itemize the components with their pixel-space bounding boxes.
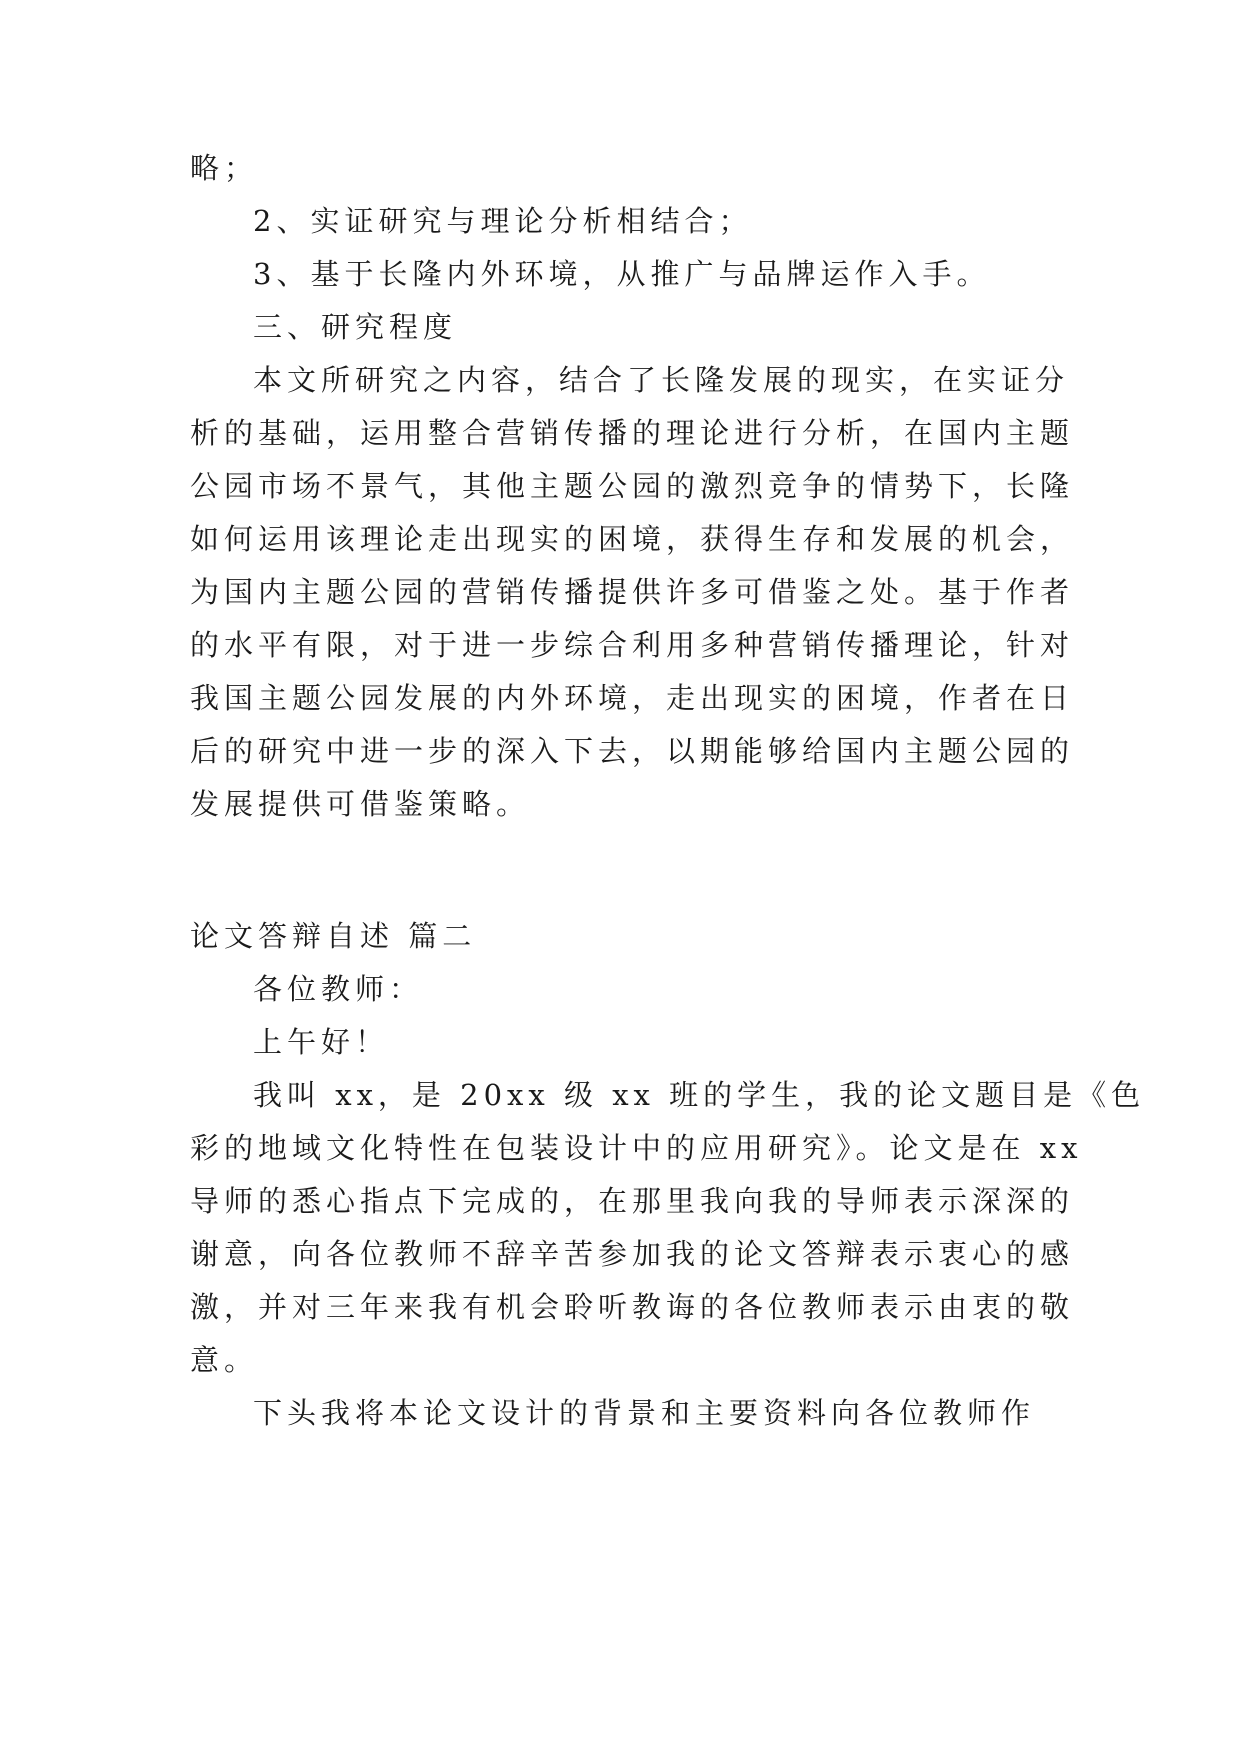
section-title: 论文答辩自述 篇二 (190, 919, 477, 953)
paragraph-line: 导师的悉心指点下完成的，在那里我向我的导师表示深深的 (190, 1184, 1075, 1218)
paragraph-line: 意。 (190, 1343, 259, 1377)
paragraph-line: 本文所研究之内容，结合了长隆发展的现实，在实证分 (253, 363, 1070, 397)
paragraph-line: 的水平有限，对于进一步综合利用多种营销传播理论，针对 (190, 628, 1075, 662)
greeting: 上午好！ (253, 1025, 390, 1059)
salutation: 各位教师： (253, 972, 424, 1006)
paragraph-line: 我国主题公园发展的内外环境，走出现实的困境，作者在日 (190, 681, 1075, 715)
paragraph-line: 我叫 xx，是 20xx 级 xx 班的学生，我的论文题目是《色 (253, 1078, 1146, 1112)
paragraph-line: 彩的地域文化特性在包装设计中的应用研究》。论文是在 xx (190, 1131, 1083, 1165)
paragraph-line: 如何运用该理论走出现实的困境，获得生存和发展的机会， (190, 522, 1075, 556)
list-item: 3、基于长隆内外环境，从推广与品牌运作入手。 (253, 257, 991, 291)
paragraph-line: 发展提供可借鉴策略。 (190, 787, 531, 821)
paragraph-line: 下头我将本论文设计的背景和主要资料向各位教师作 (253, 1396, 1036, 1430)
paragraph-line: 后的研究中进一步的深入下去，以期能够给国内主题公园的 (190, 734, 1075, 768)
paragraph-line: 谢意，向各位教师不辞辛苦参加我的论文答辩表示衷心的感 (190, 1237, 1075, 1271)
paragraph-line: 析的基础，运用整合营销传播的理论进行分析，在国内主题 (190, 416, 1075, 450)
text-line: 略； (190, 151, 259, 185)
paragraph-line: 为国内主题公园的营销传播提供许多可借鉴之处。基于作者 (190, 575, 1075, 609)
paragraph-line: 激，并对三年来我有机会聆听教诲的各位教师表示由衷的敬 (190, 1290, 1075, 1324)
paragraph-line: 公园市场不景气，其他主题公园的激烈竞争的情势下，长隆 (190, 469, 1075, 503)
section-heading: 三、研究程度 (253, 310, 458, 344)
list-item: 2、实证研究与理论分析相结合； (253, 204, 753, 238)
